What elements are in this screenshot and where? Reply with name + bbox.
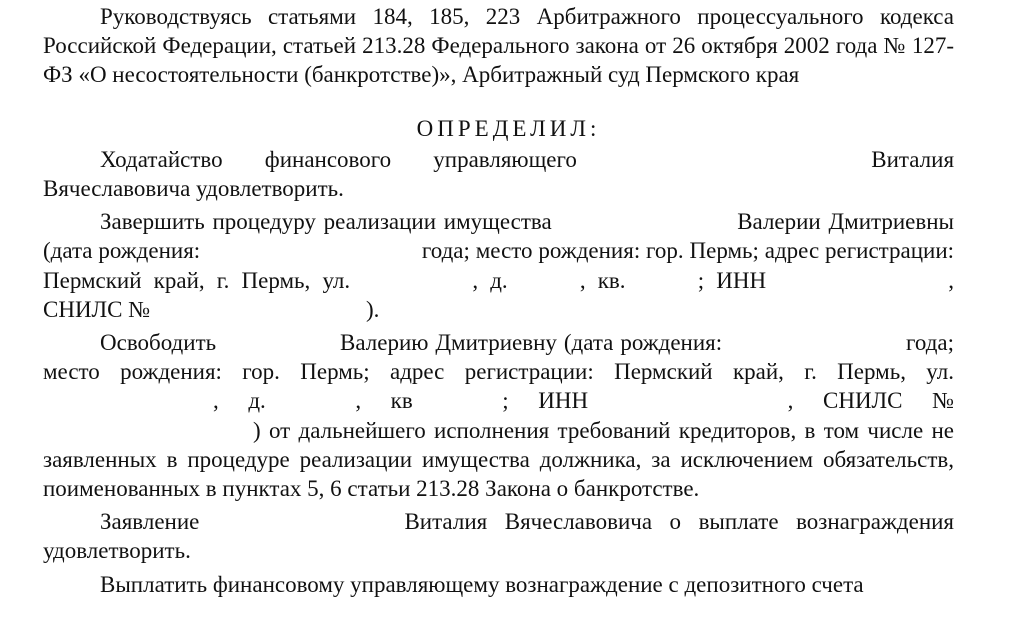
release-inn-label: ; ИНН — [502, 388, 589, 414]
ruling-item-release — [43, 328, 954, 503]
complete-house-label: , д. — [472, 267, 508, 293]
complete-debtor-name: Валерии Дмитриевны (дата рождения: — [43, 209, 955, 264]
complete-text-start: Завершить процедуру реализации имущества — [100, 209, 552, 235]
complete-address: года; место рождения: гор. Пермь; адрес регистрации: Пермский край, г. Пермь, ул. — [43, 238, 955, 293]
complete-snils-label: , СНИЛС № — [43, 267, 954, 322]
release-text-start: Освободить — [100, 330, 217, 356]
petition-text-end: Виталия Вячеславовича удовлетворить. — [43, 146, 955, 202]
fee-text-end: Виталия Вячеславовича о выплате вознаграждения удовлетворить. — [43, 509, 955, 564]
ruling-item-petition — [43, 145, 954, 203]
ruling-heading: ОПРЕДЕЛИЛ: — [416, 115, 601, 141]
ruling-item-fee-application — [43, 507, 954, 565]
release-debtor-name: Валерию Дмитриевну (дата рождения: — [340, 330, 723, 356]
release-text-end: ) от дальнейшего исполнения требований кредиторов, в том числе не заявленных в процедуре реализации имущества должника, за исключением обязательств, поименованных в пунктах 5, 6 статьи 213.28 Закона о банкротстве. — [43, 417, 954, 502]
ruling-item-pay-fee: Выплатить финансовому управляющему вознаграждение с депозитного счета — [100, 571, 864, 597]
fee-text-start: Заявление — [100, 509, 200, 535]
petition-text-start: Ходатайство финансового управляющего — [100, 146, 577, 172]
preamble-paragraph: Руководствуясь статьями 184, 185, 223 Арбитражного процессуального кодекса Российской Федерации, статьей 213.28 Федерального закона от 26 октября 2002 года № 127-ФЗ «О несостоятельности (банкротстве)», Арбитражный суд Пермского края — [43, 4, 954, 88]
complete-inn-label: ; ИНН — [697, 267, 767, 293]
complete-close: ). — [365, 296, 380, 322]
release-address: года; место рождения: гор. Пермь; адрес регистрации: Пермский край, г. Пермь, ул. — [43, 330, 955, 385]
release-snils-label: , СНИЛС № — [787, 388, 955, 414]
release-house-label: , д. — [213, 388, 266, 414]
release-flat-label: , кв — [355, 388, 413, 414]
complete-flat-label: , кв. — [579, 267, 626, 293]
ruling-item-complete-procedure — [43, 207, 954, 324]
